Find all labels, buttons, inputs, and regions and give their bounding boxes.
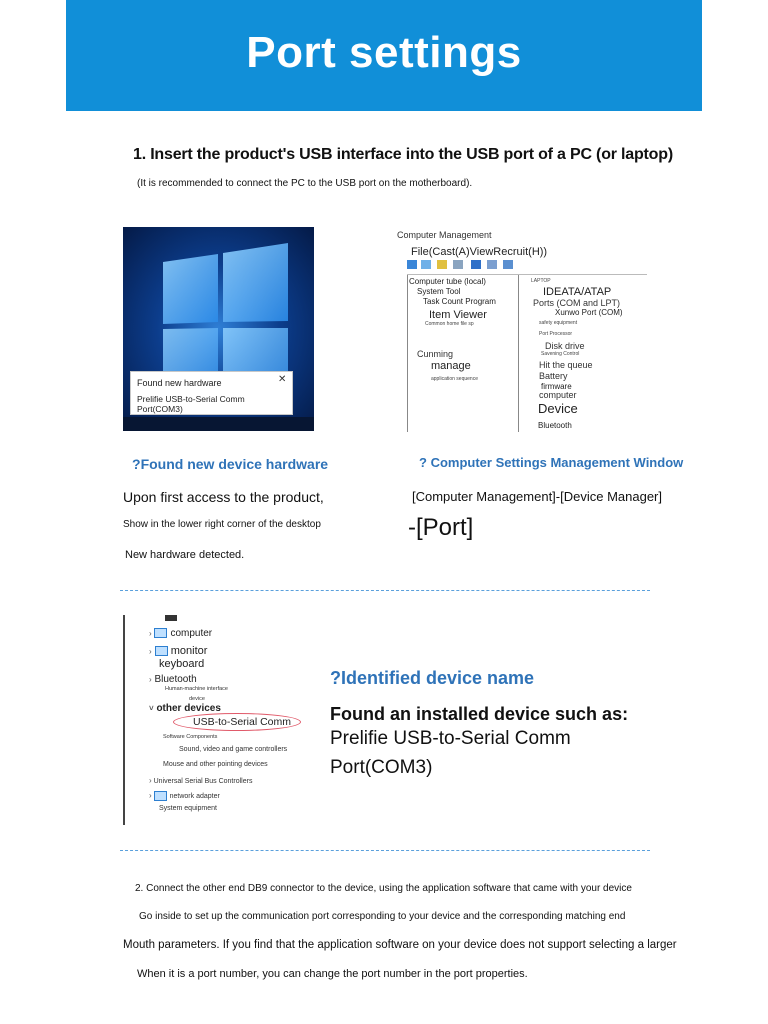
desc-line: -[Port] (408, 514, 474, 541)
page-title: Port settings (246, 28, 522, 77)
cm-right-item: safety equipment (539, 320, 578, 326)
cm-right-item[interactable]: Xunwo Port (COM) (555, 308, 623, 317)
taskbar (123, 417, 314, 431)
cm-left-item: application sequence (431, 376, 478, 382)
tree-item[interactable]: Mouse and other pointing devices (163, 761, 268, 768)
tree-item: Human-machine interface (165, 686, 228, 692)
usb-serial-item[interactable]: USB-to-Serial Comm (193, 716, 292, 728)
step2-line: 2. Connect the other end DB9 connector to the device, using the application software that came with your device (135, 883, 632, 894)
tree-item[interactable]: keyboard (159, 658, 205, 670)
cm-right-item[interactable]: LAPTOP (531, 278, 551, 284)
tree-item[interactable]: System equipment (159, 805, 217, 812)
tree-item: device (189, 696, 205, 702)
cm-right-item[interactable]: firmware (541, 382, 572, 391)
cm-left-item[interactable]: Cunming (417, 349, 454, 359)
tree-item[interactable]: › Universal Serial Bus Controllers (149, 776, 253, 785)
tree-item[interactable]: ˅ other devices (149, 703, 221, 714)
divider (120, 850, 650, 851)
tree-item: Software Components (163, 734, 218, 740)
cm-left-item: Common home file sp (425, 321, 474, 327)
step1-title: 1. Insert the product's USB interface into the USB port of a PC (or laptop) (133, 146, 673, 163)
cm-right-item[interactable]: Device (538, 401, 578, 416)
step2-line: Go inside to set up the communication port corresponding to your device and the corresponding matching end (139, 911, 626, 922)
caption-found-hardware: ?Found new device hardware (132, 456, 329, 472)
cm-right-item: Savening Control (541, 351, 580, 357)
tree-item[interactable]: › computer (149, 628, 213, 639)
cm-right-item: Port Processor (539, 331, 573, 337)
cm-right-item[interactable]: Ports (COM and LPT) (533, 298, 621, 308)
identified-line: Prelifie USB-to-Serial Comm (330, 728, 571, 749)
cm-right-item[interactable]: Disk drive (545, 341, 585, 351)
tree-item[interactable]: › network adapter (149, 791, 220, 800)
tree-item[interactable]: › monitor (149, 645, 208, 657)
step2-line: When it is a port number, you can change the port number in the port properties. (137, 968, 528, 980)
identified-line: Port(COM3) (330, 757, 433, 778)
caption-management-window: ? Computer Settings Management Window (419, 455, 684, 470)
cm-right-item[interactable]: Battery (539, 371, 568, 381)
cm-left-item[interactable]: Task Count Program (423, 297, 496, 306)
notification-message: Prelifie USB-to-Serial Comm Port(COM3) (137, 394, 245, 414)
step2-line: Mouth parameters. If you find that the application software on your device does not support selecting a larger (123, 939, 677, 951)
cm-right-item[interactable]: Bluetooth (538, 421, 572, 430)
cm-right-item[interactable]: Hit the queue (539, 360, 593, 370)
desc-line: Upon first access to the product, (123, 489, 324, 505)
cm-right-item[interactable]: IDEATA/ATAP (543, 286, 612, 298)
close-icon[interactable]: ✕ (278, 374, 287, 385)
marker-icon: ? (330, 668, 341, 688)
tree-item[interactable]: Sound, video and game controllers (179, 746, 288, 753)
hardware-notification (130, 371, 293, 415)
cm-right-item[interactable]: computer (539, 390, 577, 400)
desc-line: New hardware detected. (125, 549, 245, 561)
identified-line: Found an installed device such as: (330, 704, 629, 724)
caption-identified-device: ?Identified device name (330, 668, 535, 688)
cm-left-item[interactable]: Item Viewer (429, 309, 487, 321)
device-manager-image (123, 615, 305, 825)
cm-left-item[interactable]: manage (431, 360, 471, 372)
cm-left-item[interactable]: System Tool (417, 287, 461, 296)
desc-line: [Computer Management]-[Device Manager] (412, 489, 663, 504)
marker-icon: ? (419, 455, 427, 470)
cm-menu-bar[interactable]: File(Cast(A)ViewRecruit(H)) (411, 246, 548, 258)
header-banner (66, 0, 702, 111)
step1-note: (It is recommended to connect the PC to the USB port on the motherboard). (137, 178, 473, 189)
cm-left-item[interactable]: Computer tube (local) (409, 277, 486, 286)
tree-item[interactable]: › Bluetooth (149, 674, 197, 685)
toolbar-icons[interactable] (407, 259, 527, 271)
computer-management-image (397, 228, 647, 432)
cm-window-title: Computer Management (397, 230, 492, 240)
desc-line: Show in the lower right corner of the desktop (123, 519, 321, 530)
notification-title: Found new hardware (137, 378, 222, 388)
divider (120, 590, 650, 591)
marker-icon: ? (132, 456, 141, 472)
